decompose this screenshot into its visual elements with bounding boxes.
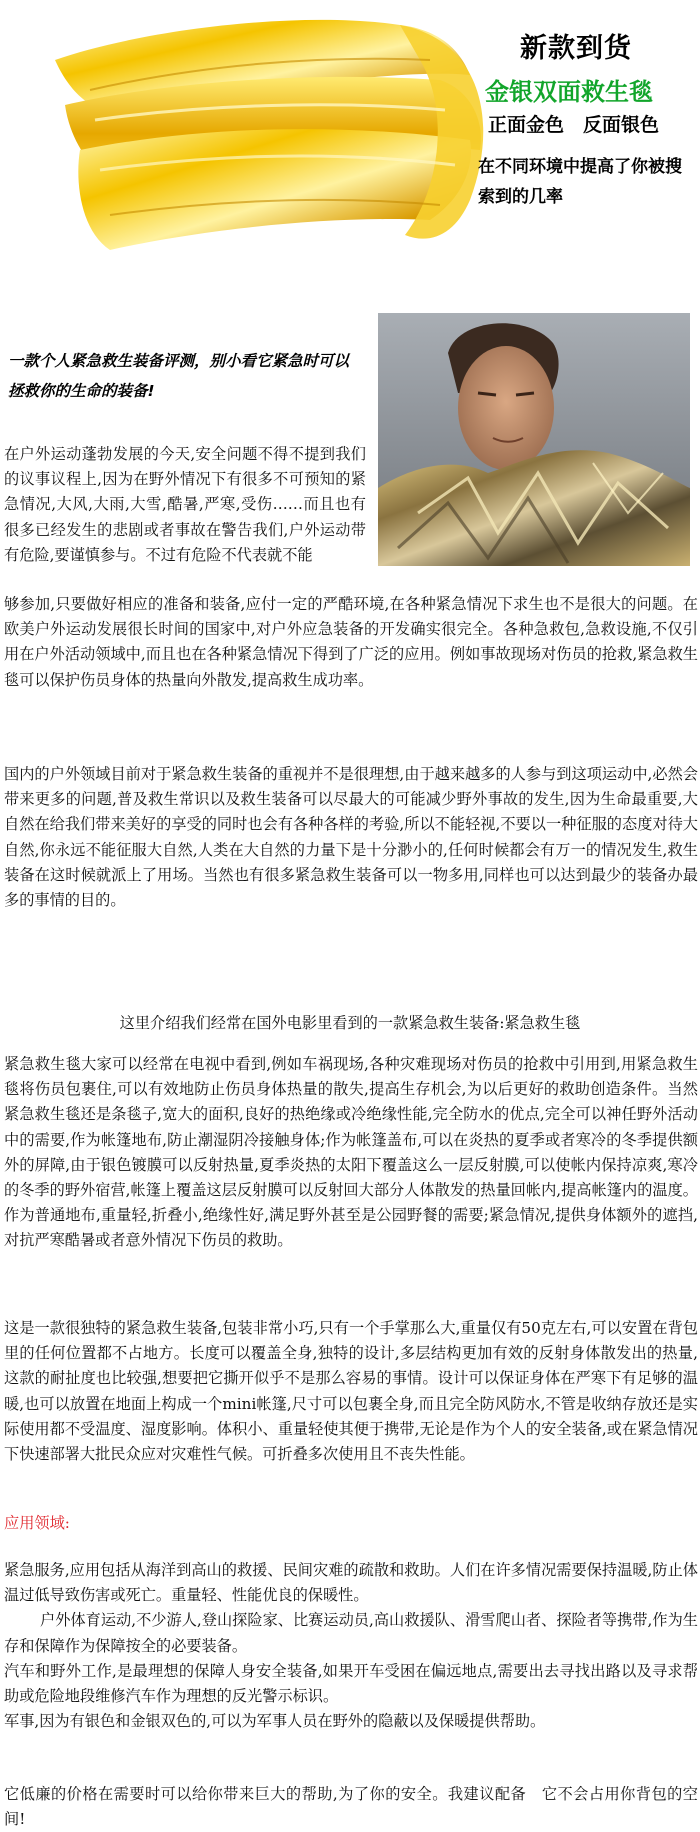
- paragraph-intro-part1: 在户外运动蓬勃发展的今天,安全问题不得不提到我们的议事议程上,因为在野外情况下有很多不可预知的紧急情况,大风,大雨,大雪,酷暑,严寒,受伤……而且也有很多已经发生的悲剧或者事故在警告我们,户外运动带有危险,要谨慎参与。不过有危险不代表就不能: [4, 445, 366, 564]
- intro-heading: 一款个人紧急救生装备评测，别小看它紧急时可以拯救你的生命的装备!: [8, 352, 350, 400]
- banner-subtitle: 金银双面救生毯: [485, 78, 653, 106]
- paragraph-domestic: 国内的户外领域目前对于紧急救生装备的重视并不是很理想,由于越来越多的人参与到这项运动中,必然会带来更多的问题,普及救生常识以及救生装备可以尽最大的可能减少野外事故的发生,因为生命最重要,大自然在给我们带来美好的享受的同时也会有各种各样的考验,所以不能轻视,不要以一种征服的态度对待大自然,你永远不能征服大自然,人类在大自然的力量下是十分渺小的,任何时候都会有万一的情况发生,救生装备在这时候就派上了用场。当然也有很多紧急救生装备可以一物多用,同样也可以达到最少的装备办最多的事情的目的。: [4, 765, 698, 910]
- application-military: 军事,因为有银色和金银双色的,可以为军事人员在野外的隐蔽以及保暖提供帮助。: [4, 1712, 546, 1731]
- banner-note: 在不同环境中提高了你被搜索到的几率: [478, 157, 682, 207]
- banner-title: 新款到货: [520, 33, 632, 64]
- banner-faces: 正面金色 反面银色: [488, 114, 660, 136]
- intro-centered-line: 这里介绍我们经常在国外电影里看到的一款紧急救生装备:紧急救生毯: [119, 1014, 581, 1032]
- application-outdoor-sports: 户外体育运动,不少游人,登山探险家、比赛运动员,高山救援队、滑雪爬山者、探险者等携带,作为生存和保障作为保障按全的必要装备。: [4, 1611, 698, 1655]
- paragraph-blanket-uses: 紧急救生毯大家可以经常在电视中看到,例如车祸现场,各种灾难现场对伤员的抢救中引用到,用紧急救生毯将伤员包裹住,可以有效地防止伤员身体热量的散失,提高生存机会,为以后更好的救助创造条件。当然紧急救生毯还是条毯子,宽大的面积,良好的热绝缘或冷绝缘性能,完全防水的优点,完全可以神任野外活动中的需要,作为帐篷地布,防止潮湿阴冷接触身体;作为帐篷盖布,可以在炎热的夏季或者寒冷的冬季提供额外的屏障,由于银色镀膜可以反射热量,夏季炎热的太阳下覆盖这么一层反射膜,可以使帐内保持凉爽,寒冷的冬季的野外宿营,帐篷上覆盖这层反射膜可以反射回大部分人体散发的热量回帐内,提高帐篷内的温度。作为普通地布,重量轻,折叠小,绝缘性好,满足野外甚至是公园野餐的需要;紧急情况,提供身体额外的遮挡,对抗严寒酷暑或者意外情况下伤员的救助。: [4, 1055, 698, 1250]
- application-list: [4, 1558, 698, 1734]
- photo-image: [378, 313, 690, 566]
- person-in-blanket-photo: [378, 313, 690, 566]
- product-banner: [0, 0, 700, 270]
- application-vehicle: 汽车和野外工作,是最理想的保障人身安全装备,如果开车受困在偏远地点,需要出去寻找出路以及寻求帮助或危险地段维修汽车作为理想的反光警示标识。: [4, 1661, 698, 1706]
- paragraph-product-features: 这是一款很独特的紧急救生装备,包装非常小巧,只有一个手掌那么大,重量仅有50克左右,可以安置在背包里的任何位置都不占地方。长度可以覆盖全身,独特的设计,多层结构更加有效的反射身体散发出的热量,这款的耐扯度也比较强,想要把它撕开似乎不是那么容易的事情。设计可以保证身体在严寒下有足够的温暖,也可以放置在地面上构成一个mini帐篷,尺寸可以包裹全身,而且完全防风防水,不管是收纳存放还是实际使用都不受温度、湿度影响。体积小、重量轻使其便于携带,无论是作为个人的安全装备,或在紧急情况下快速部署大批民众应对灾难性气候。可折叠多次使用且不丧失性能。: [4, 1319, 698, 1464]
- paragraph-intro-part2: 够参加,只要做好相应的准备和装备,应付一定的严酷环境,在各种紧急情况下求生也不是很大的问题。在欧美户外运动发展很长时间的国家中,对户外应急装备的开发确实很完全。各种急救包,急救设施,不仅引用在户外活动领域中,而且也在各种紧急情况下得到了广泛的应用。例如事故现场对伤员的抢救,紧急救生毯可以保护伤员身体的热量向外散发,提高救生成功率。: [4, 595, 698, 689]
- application-emergency: 紧急服务,应用包括从海洋到高山的救援、民间灾难的疏散和救助。人们在许多情况需要保持温暖,防止体温过低导致伤害或死亡。重量轻、性能优良的保暖性。: [4, 1561, 698, 1605]
- application-label: 应用领域:: [4, 1514, 70, 1532]
- closing-paragraph: 它低廉的价格在需要时可以给你带来巨大的帮助,为了你的安全。我建议配备 它不会占用你背包的空间!: [4, 1785, 698, 1829]
